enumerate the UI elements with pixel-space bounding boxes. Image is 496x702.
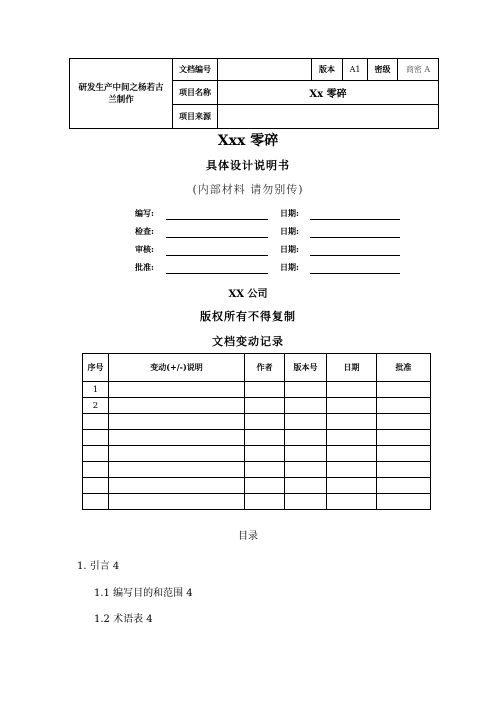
toc-item[interactable]: 1.1 编写目的和范围 4 — [94, 588, 193, 599]
table-row — [83, 414, 431, 430]
row-number — [83, 414, 109, 430]
row-number — [83, 478, 109, 494]
system-title: Xxx 零碎 — [217, 133, 279, 149]
secret-level-label: 密级 — [368, 59, 398, 81]
approver-date-line — [310, 273, 400, 274]
approver-line — [166, 273, 268, 274]
document-header-table — [69, 58, 439, 129]
row-number: 2 — [83, 398, 109, 414]
row-number — [83, 494, 109, 510]
header-cell: 批准 — [377, 354, 431, 382]
row-number — [83, 430, 109, 446]
secret-level-value: 商密 A — [398, 59, 439, 81]
header-cell: 作者 — [245, 354, 285, 382]
change-log-title: 文档变动记录 — [212, 335, 284, 348]
doc-number-label: 文档编号 — [173, 59, 218, 81]
table-row — [83, 446, 431, 462]
row-number — [83, 462, 109, 478]
author-line — [166, 219, 268, 220]
organization-name: 研发生产中间之杨若古兰制作 — [70, 59, 173, 129]
version-label: 版本 — [312, 59, 343, 81]
author-label: 编写: — [135, 208, 154, 218]
author-date-line — [310, 219, 400, 220]
toc-item[interactable]: 1.2 术语表 4 — [94, 614, 153, 625]
reviewer-date-label: 日期: — [280, 244, 299, 254]
project-source-value — [218, 105, 439, 129]
table-row — [83, 430, 431, 446]
table-row — [83, 494, 431, 510]
checker-date-label: 日期: — [280, 226, 299, 236]
project-name-label: 项目名称 — [173, 81, 218, 105]
document-subtitle: 具体设计说明书 — [206, 159, 290, 172]
row-number — [83, 446, 109, 462]
approver-label: 批准: — [135, 262, 154, 272]
project-source-label: 项目来源 — [173, 105, 218, 129]
project-name-value: Xx 零碎 — [218, 81, 439, 105]
confidential-note: (内部材料 请勿别传) — [192, 183, 304, 196]
checker-label: 检查: — [135, 226, 154, 236]
reviewer-date-line — [310, 255, 400, 256]
table-row — [83, 398, 431, 414]
reviewer-line — [166, 255, 268, 256]
change-log-table — [82, 353, 431, 510]
table-row — [83, 478, 431, 494]
toc-title: 目录 — [238, 531, 258, 542]
copyright-notice: 版权所有不得复制 — [200, 310, 296, 323]
approver-date-label: 日期: — [280, 262, 299, 272]
table-row — [83, 382, 431, 398]
table-row — [83, 462, 431, 478]
row-number: 1 — [83, 382, 109, 398]
checker-date-line — [310, 237, 400, 238]
version-value: A1 — [343, 59, 368, 81]
company-name: XX 公司 — [228, 289, 268, 300]
author-date-label: 日期: — [280, 208, 299, 218]
header-cell: 版本号 — [285, 354, 327, 382]
reviewer-label: 审核: — [135, 244, 154, 254]
header-cell: 序号 — [83, 354, 109, 382]
header-cell: 变动(+/-)说明 — [109, 354, 245, 382]
toc-item[interactable]: 1. 引言 4 — [77, 561, 120, 572]
change-log-header-row — [83, 354, 431, 382]
doc-number-value — [218, 59, 312, 81]
header-cell: 日期 — [327, 354, 377, 382]
checker-line — [166, 237, 268, 238]
